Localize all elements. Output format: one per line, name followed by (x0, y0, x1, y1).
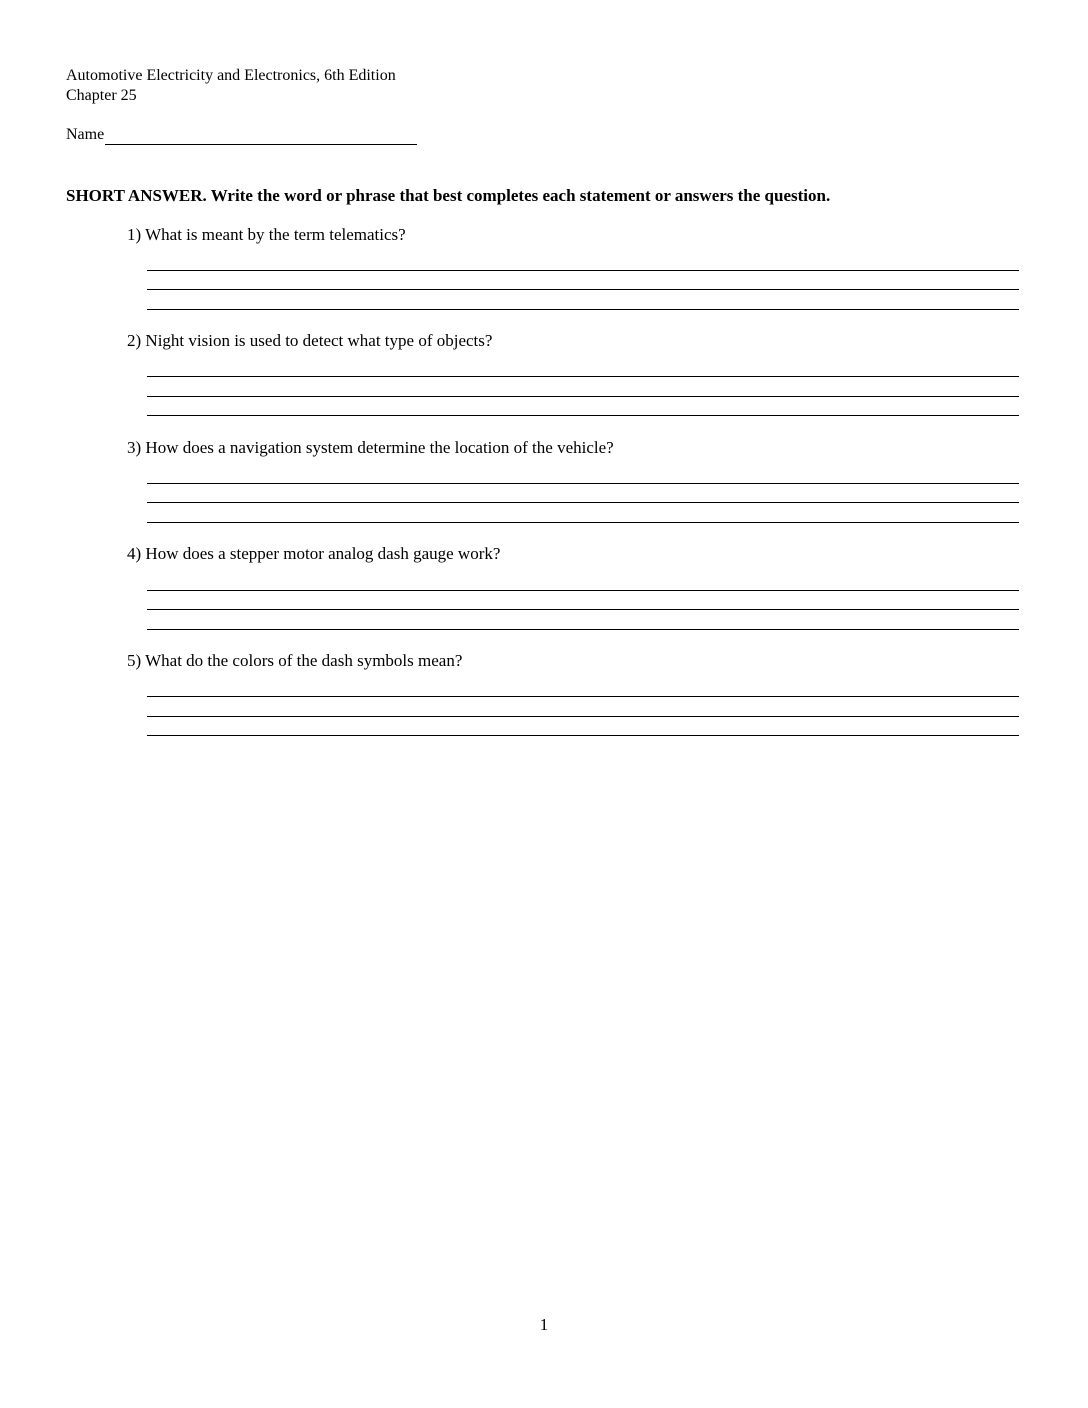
answer-line[interactable] (147, 716, 1019, 717)
answer-line[interactable] (147, 696, 1019, 697)
answer-line[interactable] (147, 735, 1019, 736)
answer-line[interactable] (147, 522, 1019, 523)
answer-line[interactable] (147, 396, 1019, 397)
document-title: Automotive Electricity and Electronics, 6th Edition (66, 67, 396, 84)
question-2: 2) Night vision is used to detect what type of objects? (127, 331, 493, 350)
question-3: 3) How does a navigation system determine the location of the vehicle? (127, 438, 614, 457)
name-field (66, 124, 417, 145)
answer-line[interactable] (147, 289, 1019, 290)
answer-line[interactable] (147, 270, 1019, 271)
section-instructions: SHORT ANSWER. Write the word or phrase that best completes each statement or answers the question. (66, 186, 831, 205)
answer-line[interactable] (147, 502, 1019, 503)
chapter-label: Chapter 25 (66, 87, 137, 104)
question-4: 4) How does a stepper motor analog dash gauge work? (127, 544, 501, 563)
answer-line[interactable] (147, 309, 1019, 310)
answer-line[interactable] (147, 483, 1019, 484)
name-blank-line[interactable] (105, 124, 417, 145)
page-number: 1 (539, 1315, 549, 1334)
name-label: Name (66, 126, 105, 143)
answer-line[interactable] (147, 609, 1019, 610)
answer-line[interactable] (147, 629, 1019, 630)
question-5: 5) What do the colors of the dash symbols mean? (127, 651, 463, 670)
answer-line[interactable] (147, 415, 1019, 416)
answer-line[interactable] (147, 376, 1019, 377)
answer-line[interactable] (147, 590, 1019, 591)
question-1: 1) What is meant by the term telematics? (127, 225, 406, 244)
